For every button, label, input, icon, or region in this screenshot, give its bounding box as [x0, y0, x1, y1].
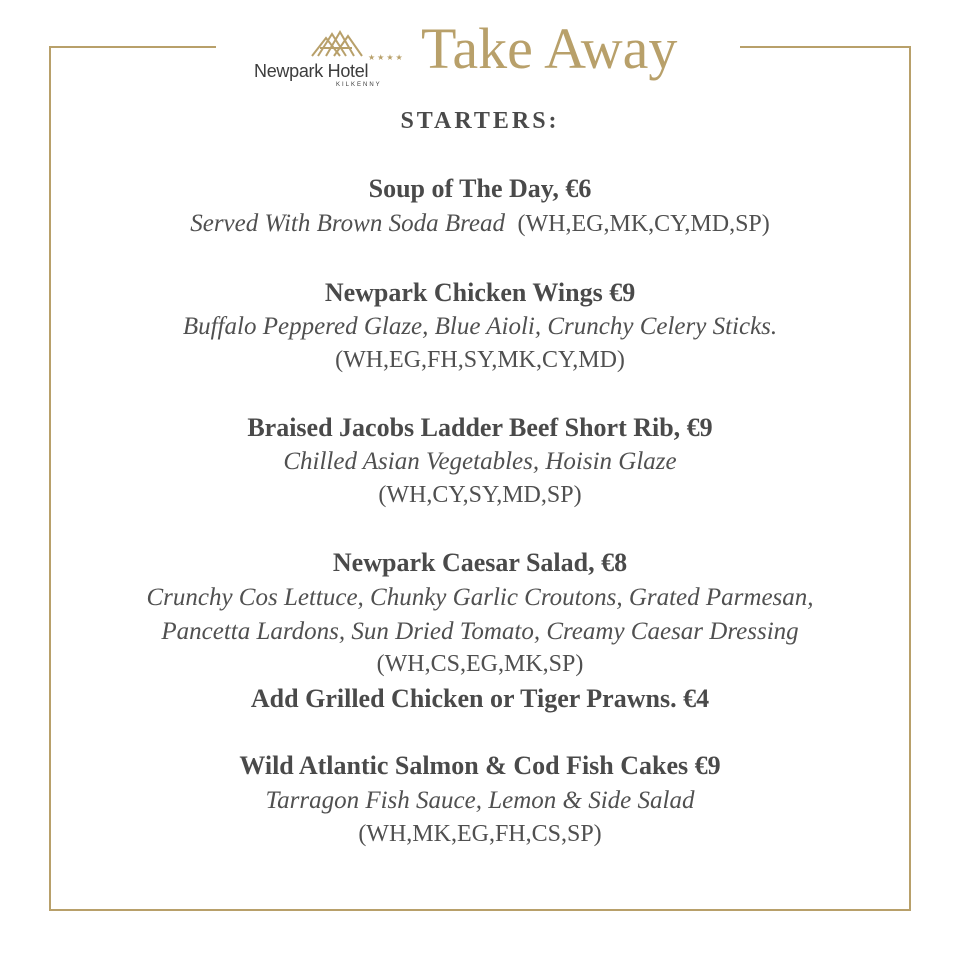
menu-item-description: Chilled Asian Vegetables, Hoisin Glaze [283, 448, 677, 475]
menu-header [216, 12, 740, 92]
hotel-logo-name: Newpark Hotel [254, 61, 369, 81]
menu-item-allergens: (WH,CY,SY,MD,SP) [378, 482, 582, 508]
hotel-logo-location: KILKENNY [336, 82, 382, 88]
menu-item-description [0, 210, 960, 238]
menu-item-addon: Add Grilled Chicken or Tiger Prawns. €4 [250, 684, 710, 713]
menu-item-title: Newpark Chicken Wings €9 [324, 278, 636, 307]
hotel-logo [254, 26, 404, 86]
menu-item-description: Tarragon Fish Sauce, Lemon & Side Salad [265, 787, 695, 814]
menu-item-title: Soup of The Day, €6 [368, 174, 592, 203]
section-heading-starters: STARTERS: [400, 108, 560, 134]
menu-item-allergens: (WH,MK,EG,FH,CS,SP) [358, 821, 602, 847]
menu-item-description-text: Served With Brown Soda Bread [190, 210, 506, 237]
hotel-logo-mark-icon [308, 26, 366, 60]
menu-item-title: Braised Jacobs Ladder Beef Short Rib, €9 [247, 413, 713, 442]
menu-item-description: Crunchy Cos Lettuce, Chunky Garlic Croutons, Grated Parmesan, [146, 584, 814, 611]
page-title: Take Away [421, 16, 678, 81]
menu-item-title: Wild Atlantic Salmon & Cod Fish Cakes €9 [239, 751, 721, 780]
hotel-logo-stars: ★★★★ [368, 53, 405, 62]
menu-item-description: Pancetta Lardons, Sun Dried Tomato, Creamy Caesar Dressing [161, 618, 799, 645]
menu-item-allergens: (WH,EG,FH,SY,MK,CY,MD) [335, 347, 625, 373]
menu-item-title: Newpark Caesar Salad, €8 [332, 548, 628, 577]
menu-item-allergens: (WH,CS,EG,MK,SP) [376, 651, 584, 677]
menu-item-description: Buffalo Peppered Glaze, Blue Aioli, Crunchy Celery Sticks. [182, 313, 778, 340]
menu-item-allergens: (WH,EG,MK,CY,MD,SP) [517, 211, 770, 237]
